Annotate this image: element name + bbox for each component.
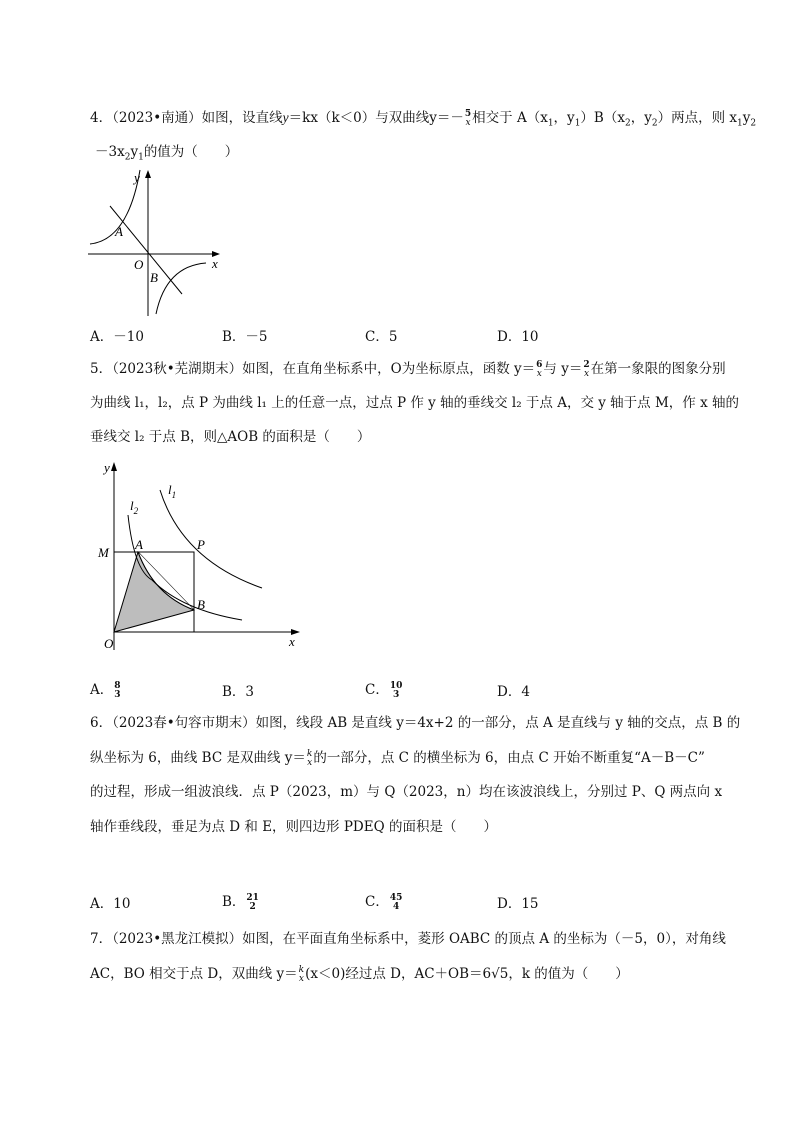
point-label-a: A — [115, 224, 123, 239]
text: (x＜0)经过点 D，AC＋OB＝6√5，k 的值为（ ） — [305, 966, 629, 982]
origin-label: O — [134, 257, 144, 272]
text: ，y — [630, 110, 652, 126]
numerator: 6 — [536, 359, 543, 370]
q6-line1: 6．（2023春•句容市期末）如图，线段 AB 是直线 y＝4x+2 的一部分，点 A 是直线与 y 轴的交点，点 B 的 — [90, 715, 741, 731]
option-a[interactable]: A．10 — [90, 896, 131, 912]
q4-figure — [88, 168, 228, 318]
text: y＝－ — [429, 110, 464, 126]
option-b[interactable]: B．－5 — [222, 329, 268, 345]
curve-label-l2: $l_2$ — [130, 498, 139, 516]
sub: 1 — [547, 118, 554, 129]
fraction — [583, 361, 589, 379]
text: y — [742, 110, 751, 126]
q5-line1 — [90, 360, 726, 379]
fraction — [390, 682, 403, 700]
text: y — [282, 110, 289, 125]
sub: 2 — [750, 118, 757, 129]
option-d[interactable]: D．4 — [497, 684, 530, 700]
denominator: 3 — [114, 689, 121, 700]
numerator: 2 — [583, 359, 590, 370]
denominator: 4 — [392, 901, 400, 912]
q4-line2 — [95, 143, 238, 167]
curve-label-l1: $l_1$ — [168, 482, 177, 500]
text: 在第一象限的图象分别 — [590, 361, 726, 377]
text: 相交于 A（x — [472, 110, 548, 126]
fraction — [246, 894, 259, 912]
text: －3x — [95, 144, 125, 160]
fraction — [299, 966, 304, 984]
point-label-b: B — [150, 270, 158, 285]
point-label-m: M — [98, 545, 109, 560]
point-label-a: A — [135, 537, 143, 552]
text: A． — [90, 682, 114, 698]
sub: 1 — [574, 118, 581, 129]
point-label-b: B — [197, 597, 205, 612]
sub: 2 — [624, 118, 631, 129]
numerator: 45 — [389, 892, 403, 903]
q6-line2 — [90, 749, 705, 768]
sub: 2 — [124, 152, 131, 163]
q5-figure — [92, 460, 307, 655]
text: C． — [365, 682, 389, 698]
numerator: k — [306, 748, 313, 759]
option-d[interactable]: D．10 — [497, 329, 539, 345]
numerator: k — [298, 964, 305, 975]
text: 与 y＝ — [543, 361, 583, 377]
q7-line1: 7．（2023•黑龙江模拟）如图，在平面直角坐标系中，菱形 OABC 的顶点 A 的坐标为（－5，0），对角线 — [90, 931, 726, 947]
q7-line2 — [90, 965, 629, 984]
sub: 1 — [138, 152, 144, 163]
option-c[interactable]: C．5 — [365, 329, 398, 345]
option-a[interactable] — [90, 678, 122, 700]
point-label-p: P — [197, 537, 205, 552]
fraction — [390, 894, 403, 912]
axis-label-x: x — [212, 256, 218, 271]
q5-line3: 垂线交 l₂ 于点 B，则△AOB 的面积是（ ） — [90, 429, 371, 445]
numerator: 5 — [464, 108, 472, 119]
fraction — [114, 682, 120, 700]
option-b[interactable]: B．3 — [222, 684, 255, 700]
denominator: 3 — [392, 689, 400, 700]
text: 纵坐标为 6，曲线 BC 是双曲线 y＝ — [90, 750, 306, 766]
text: ）两点，则 x — [657, 110, 737, 126]
option-b[interactable] — [222, 890, 260, 912]
text: y — [130, 144, 139, 160]
numerator: 10 — [389, 680, 403, 691]
fraction — [536, 361, 542, 379]
text: AC，BO 相交于点 D，双曲线 y＝ — [90, 966, 298, 982]
option-c[interactable] — [365, 678, 403, 700]
axis-label-x: x — [289, 634, 295, 649]
fraction — [465, 110, 471, 128]
text: ）B（x — [580, 110, 625, 126]
text: ，y — [553, 110, 575, 126]
sub: 2 — [651, 118, 658, 129]
text: ＝kx（k＜0）与双曲线 — [288, 110, 430, 126]
text: C． — [365, 894, 389, 910]
denominator: x — [536, 368, 542, 379]
numerator: 8 — [114, 680, 121, 691]
axis-label-y: y — [134, 170, 140, 185]
text: B． — [222, 894, 246, 910]
q6-line4: 轴作垂线段，垂足为点 D 和 E，则四边形 PDEQ 的面积是（ ） — [90, 819, 497, 835]
fraction — [307, 750, 312, 768]
numerator: 21 — [246, 892, 259, 903]
text: 4．（2023•南通）如图，设直线 — [90, 110, 283, 126]
denominator: 2 — [249, 901, 256, 912]
option-a[interactable]: A．－10 — [90, 329, 144, 345]
text: 的值为（ ） — [143, 144, 239, 160]
sub: 1 — [736, 118, 743, 129]
denominator: x — [298, 973, 304, 984]
denominator: x — [583, 368, 590, 379]
text: 的一部分，点 C 的横坐标为 6，由点 C 开始不断重复“A－B－C” — [313, 750, 705, 766]
q5-line2: 为曲线 l₁，l₂，点 P 为曲线 l₁ 上的任意一点，过点 P 作 y 轴的垂线交 l₂ 于点 A，交 y 轴于点 M，作 x 轴的 — [90, 395, 739, 411]
denominator: x — [307, 757, 313, 768]
option-c[interactable] — [365, 890, 403, 912]
denominator: x — [465, 117, 471, 128]
origin-label: O — [104, 636, 114, 651]
axis-label-y: y — [104, 460, 110, 475]
text: 5．（2023秋•芜湖期末）如图，在直角坐标系中，O为坐标原点，函数 y＝ — [90, 361, 536, 377]
q6-line3: 的过程，形成一组波浪线．点 P（2023，m）与 Q（2023，n）均在该波浪线上，分别过 P、Q 两点向 x — [90, 784, 723, 800]
option-d[interactable]: D．15 — [497, 896, 539, 912]
q4-line1 — [90, 109, 756, 133]
